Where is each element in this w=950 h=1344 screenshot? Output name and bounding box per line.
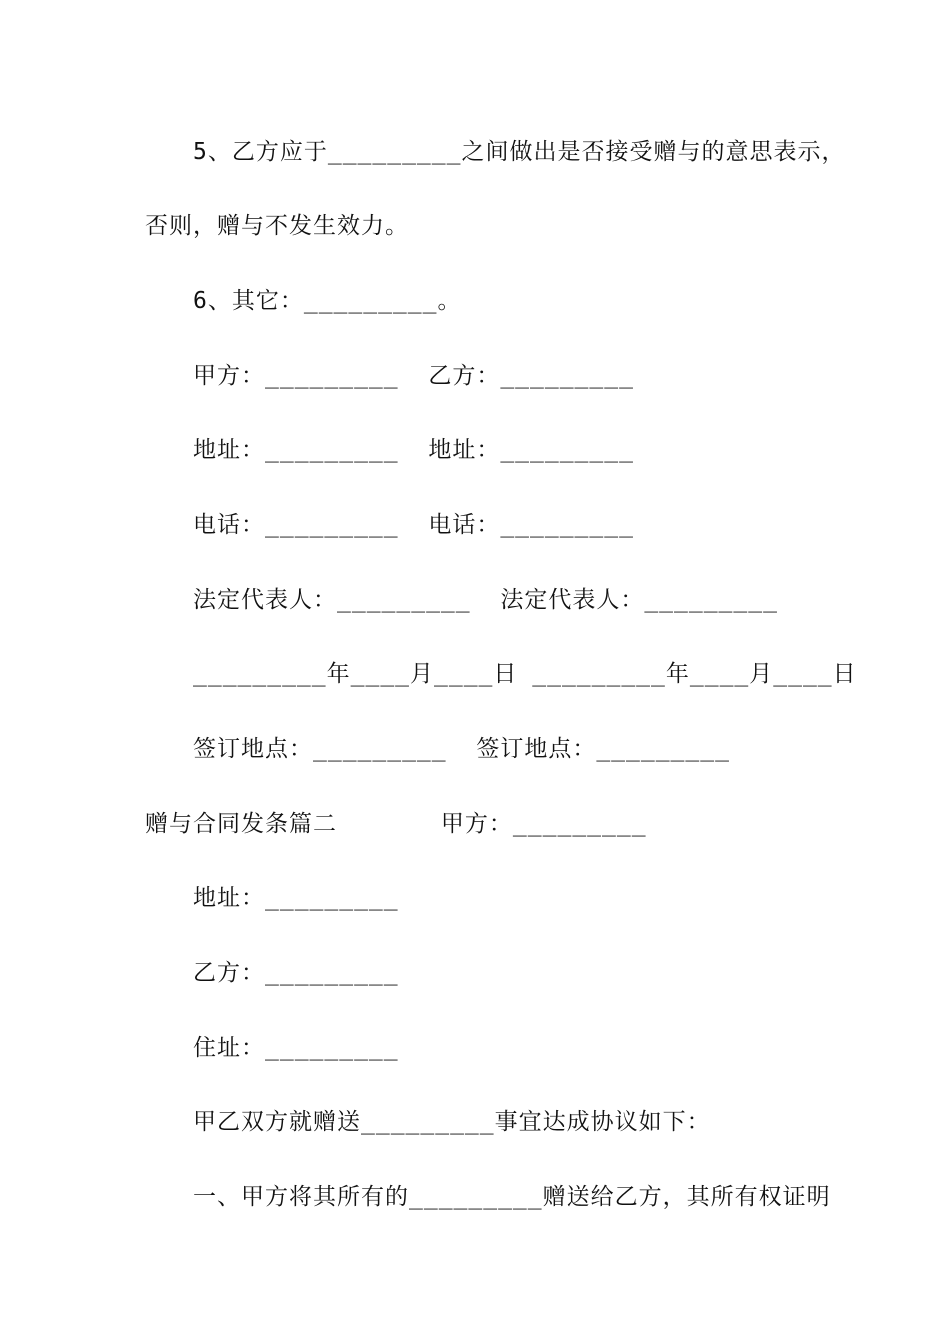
party-phone-line: 电话：_________ 电话：_________ xyxy=(193,512,634,538)
signing-place-line: 签订地点：_________ 签订地点：_________ xyxy=(193,736,730,762)
legal-representative-line: 法定代表人：_________ 法定代表人：_________ xyxy=(193,587,778,613)
party-a-address: 地址：_________ xyxy=(193,885,399,911)
clause-6-text: 6、其它：_________。 xyxy=(193,288,462,314)
party-b-residence: 住址：_________ xyxy=(193,1035,399,1061)
party-names-line: 甲方：_________ 乙方：_________ xyxy=(193,363,634,389)
article-one-text: 一、甲方将其所有的_________赠送给乙方，其所有权证明 xyxy=(193,1184,831,1210)
date-line: _________年____月____日 _________年____月____日 xyxy=(193,661,857,687)
section-two-heading: 赠与合同发条篇二 甲方：_________ xyxy=(145,811,647,837)
clause-5-text: 5、乙方应于_________之间做出是否接受赠与的意思表示， xyxy=(193,139,846,165)
clause-5-continuation: 否则，赠与不发生效力。 xyxy=(145,213,409,239)
party-address-line: 地址：_________ 地址：_________ xyxy=(193,437,634,463)
party-b-name: 乙方：_________ xyxy=(193,960,399,986)
agreement-intro: 甲乙双方就赠送_________事宜达成协议如下： xyxy=(193,1109,711,1135)
